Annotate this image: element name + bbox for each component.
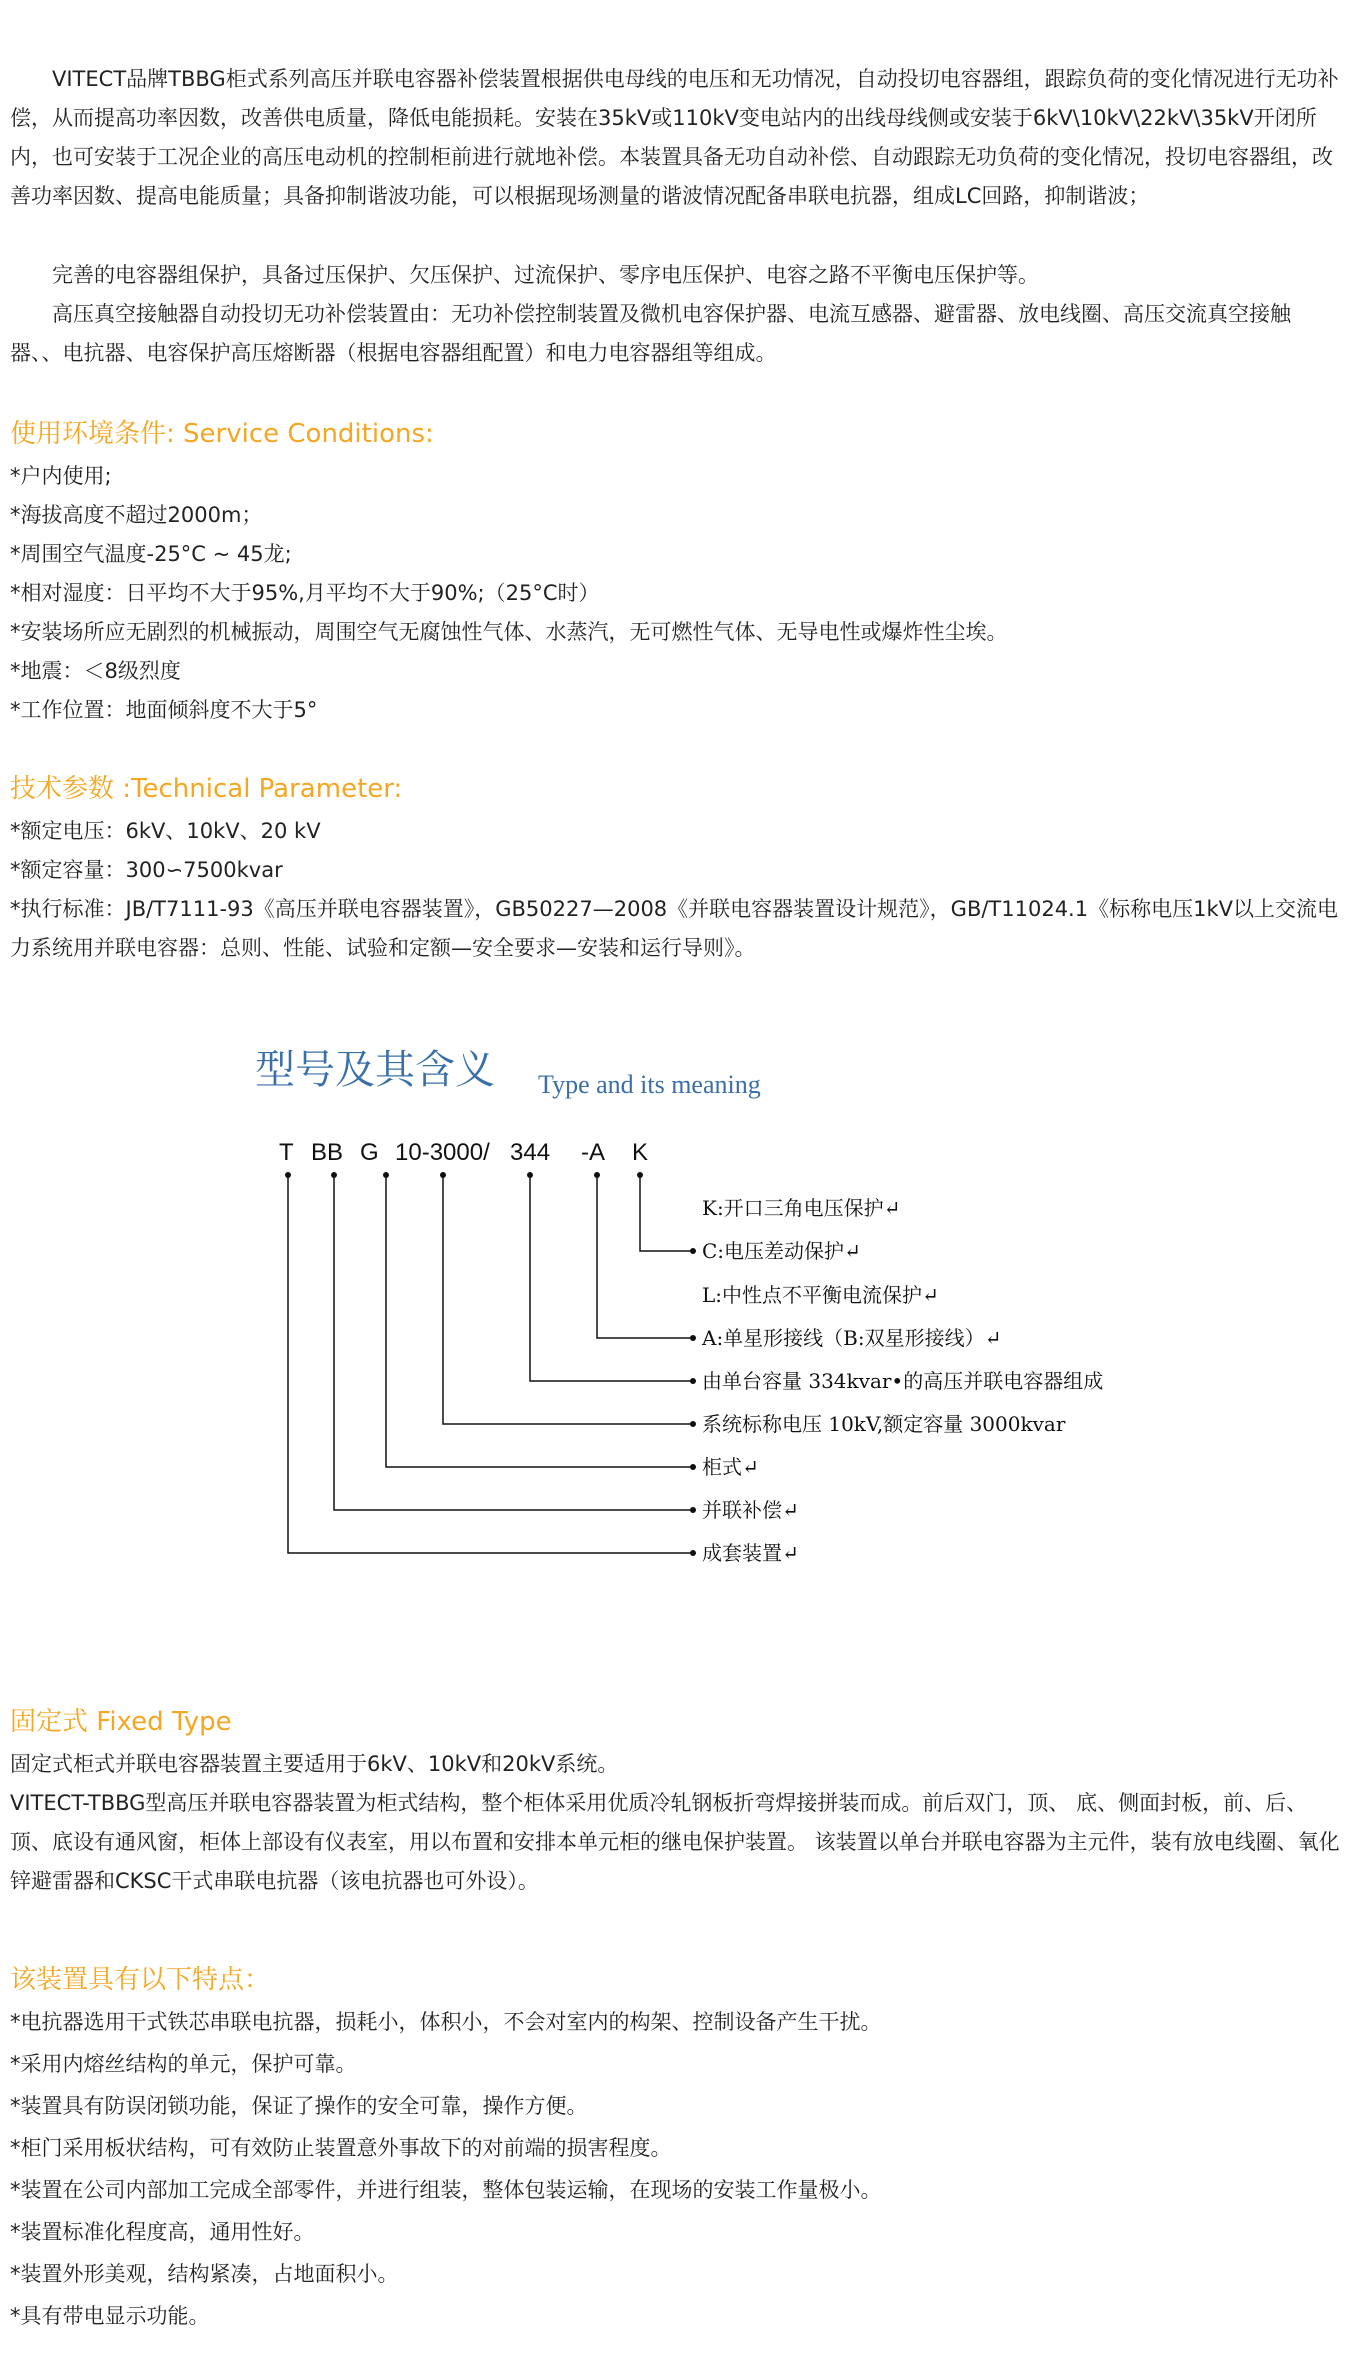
intro-paragraph-1: VITECT品牌TBBG柜式系列高压并联电容器补偿装置根据供电母线的电压和无功情况，自动投切电容器组，跟踪负荷的变化情况进行无功补偿，从而提高功率因数，改善供电质量，降低电能损耗。安装在35kV或110kV变电站内的出线母线侧或安装于6kV\10kV\22kV\35kV开闭所内，也可安装于工况企业的高压电动机的控制柜前进行就地补偿。本装置具备无功自动补偿、自动跟踪无功负荷的变化情况，投切电容器组，改善功率因数、提高电能质量；具备抑制谐波功能，可以根据现场测量的谐波情况配备串联电抗器，组成LC回路，抑制谐波； bbox=[10, 67, 1339, 208]
dot-k bbox=[637, 1172, 643, 1178]
code-segment-protection: K bbox=[632, 1139, 649, 1166]
diagram-dots bbox=[285, 1172, 696, 1556]
feature-item: *采用内熔丝结构的单元，保护可靠。 bbox=[10, 2052, 357, 2076]
service-item: *安装场所应无剧烈的机械振动，周围空气无腐蚀性气体、水蒸汽，无可燃性气体、无导电性或爆炸性尘埃。 bbox=[10, 620, 1008, 644]
legend-k: K:开口三角电压保护↵ bbox=[702, 1196, 901, 1220]
service-item: *周围空气温度-25°C ~ 45龙; bbox=[10, 542, 292, 566]
service-item: *工作位置：地面倾斜度不大于5° bbox=[10, 698, 318, 722]
feature-item: *装置在公司内部加工完成全部零件，并进行组装，整体包装运输，在现场的安装工作量极小。 bbox=[10, 2178, 882, 2202]
intro-paragraph-2: 完善的电容器组保护，具备过压保护、欠压保护、过流保护、零序电压保护、电容之路不平衡电压保护等。 bbox=[52, 263, 1039, 287]
legend-a: A:单星形接线（B:双星形接线）↵ bbox=[702, 1326, 1002, 1350]
code-segment-wiring: -A bbox=[581, 1139, 605, 1166]
diagram-title-en: Type and its meaning bbox=[538, 1070, 761, 1099]
feature-item: *装置标准化程度高，通用性好。 bbox=[10, 2220, 315, 2244]
dot-end-a bbox=[690, 1335, 696, 1341]
feature-item: *柜门采用板状结构，可有效防止装置意外事故下的对前端的损害程度。 bbox=[10, 2136, 672, 2160]
service-item: *海拔高度不超过2000m； bbox=[10, 503, 263, 527]
feature-item: *具有带电显示功能。 bbox=[10, 2304, 210, 2328]
dot-end-t bbox=[690, 1550, 696, 1556]
intro-paragraph-3: 高压真空接触器自动投切无功补偿装置由：无功补偿控制装置及微机电容保护器、电流互感器、避雷器、放电线圈、高压交流真空接触器、、电抗器、电容保护高压熔断器（根据电容器组配置）和电力电容器组等组成。 bbox=[10, 302, 1291, 365]
technical-parameter-heading: 技术参数 :Technical Parameter: bbox=[10, 774, 403, 804]
legend-unit-capacity: 由单台容量 334kvar•的高压并联电容器组成 bbox=[702, 1369, 1104, 1393]
dot-g bbox=[383, 1172, 389, 1178]
code-segment-g: G bbox=[360, 1139, 379, 1166]
code-segment-unit: 344 bbox=[510, 1139, 551, 1166]
legend-complete-set: 成套装置↵ bbox=[702, 1541, 799, 1565]
diagram-connector-lines bbox=[288, 1175, 693, 1553]
feature-item: *电抗器选用干式铁芯串联电抗器，损耗小，体积小，不会对室内的构架、控制设备产生干扰。 bbox=[10, 2010, 882, 2034]
dot-end-c bbox=[690, 1248, 696, 1254]
fixed-type-paragraph-1: 固定式柜式并联电容器装置主要适用于6kV、10kV和20kV系统。 bbox=[10, 1752, 619, 1776]
legend-cabinet: 柜式↵ bbox=[702, 1455, 759, 1479]
code-segment-bb: BB bbox=[311, 1139, 344, 1166]
dot-end-rating bbox=[690, 1421, 696, 1427]
dot-a bbox=[594, 1172, 600, 1178]
fixed-type-heading: 固定式 Fixed Type bbox=[10, 1707, 232, 1737]
dot-end-bb bbox=[690, 1507, 696, 1513]
dot-344 bbox=[527, 1172, 533, 1178]
dot-end-344 bbox=[690, 1378, 696, 1384]
technical-standard: *执行标准：JB/T7111-93《高压并联电容器装置》，GB50227—2008《并联电容器装置设计规范》，GB/T11024.1《标称电压1kV以上交流电力系统用并联电容器：总则、性能、试验和定额—安全要求—安装和运行导则》。 bbox=[10, 897, 1338, 960]
service-item: *相对湿度：日平均不大于95%,月平均不大于90%;（25°C时） bbox=[10, 581, 600, 605]
technical-item: *额定电压：6kV、10kV、20 kV bbox=[10, 819, 321, 843]
dot-t bbox=[285, 1172, 291, 1178]
legend-l: L:中性点不平衡电流保护↵ bbox=[702, 1283, 939, 1307]
dot-end-g bbox=[690, 1464, 696, 1470]
legend-parallel: 并联补偿↵ bbox=[702, 1498, 799, 1522]
technical-item: *额定容量：300∽7500kvar bbox=[10, 858, 283, 882]
feature-item: *装置外形美观，结构紧凑，占地面积小。 bbox=[10, 2262, 399, 2286]
legend-rating: 系统标称电压 10kV,额定容量 3000kvar bbox=[702, 1412, 1066, 1436]
service-conditions-heading: 使用环境条件: Service Conditions: bbox=[10, 419, 434, 449]
code-segment-t: T bbox=[279, 1139, 294, 1166]
code-segment-rating: 10-3000/ bbox=[395, 1139, 490, 1166]
dot-bb bbox=[331, 1172, 337, 1178]
legend-c: C:电压差动保护↵ bbox=[702, 1239, 861, 1263]
service-item: *地震：＜8级烈度 bbox=[10, 659, 181, 683]
features-heading: 该装置具有以下特点： bbox=[10, 1965, 271, 1995]
dot-rating bbox=[440, 1172, 446, 1178]
fixed-type-paragraph-2: VITECT-TBBG型高压并联电容器装置为柜式结构，整个柜体采用优质冷轧钢板折弯焊接拼装而成。前后双门，顶、 底、侧面封板，前、后、顶、底设有通风窗，柜体上部设有仪表室，用以布置和安排本单元柜的继电保护装置。 该装置以单台并联电容器为主元件，装有放电线圈、氧化锌避雷器和CKSC干式串联电抗器（该电抗器也可外设）。 bbox=[10, 1791, 1340, 1893]
diagram-title-cn: 型号及其含义 bbox=[255, 1047, 495, 1093]
feature-item: *装置具有防误闭锁功能，保证了操作的安全可靠，操作方便。 bbox=[10, 2094, 588, 2118]
service-item: *户内使用; bbox=[10, 464, 112, 488]
